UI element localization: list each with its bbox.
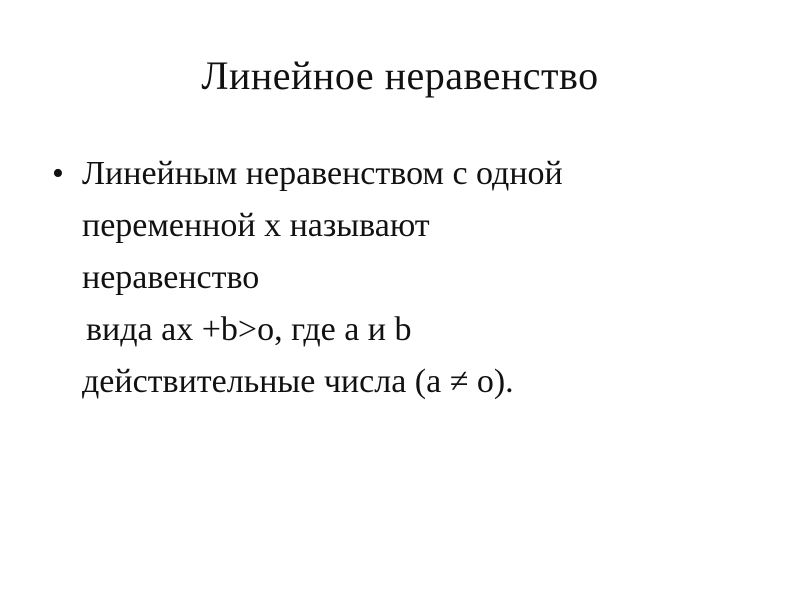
bullet-line-3: неравенство (82, 259, 260, 296)
bullet-line-5: действительные числа (a ≠ o). (82, 363, 514, 400)
bullet-line-2: переменной х называют (82, 207, 430, 244)
bullet-line-4: вида ax +b>o, где a и b (86, 311, 412, 348)
bullet-item (52, 148, 742, 408)
bullet-line-1: Линейным неравенством с одной (82, 155, 563, 192)
bullet-list (52, 148, 742, 408)
slide-title: Линейное неравенство (201, 53, 599, 98)
bullet-dot-icon: • (52, 155, 64, 192)
